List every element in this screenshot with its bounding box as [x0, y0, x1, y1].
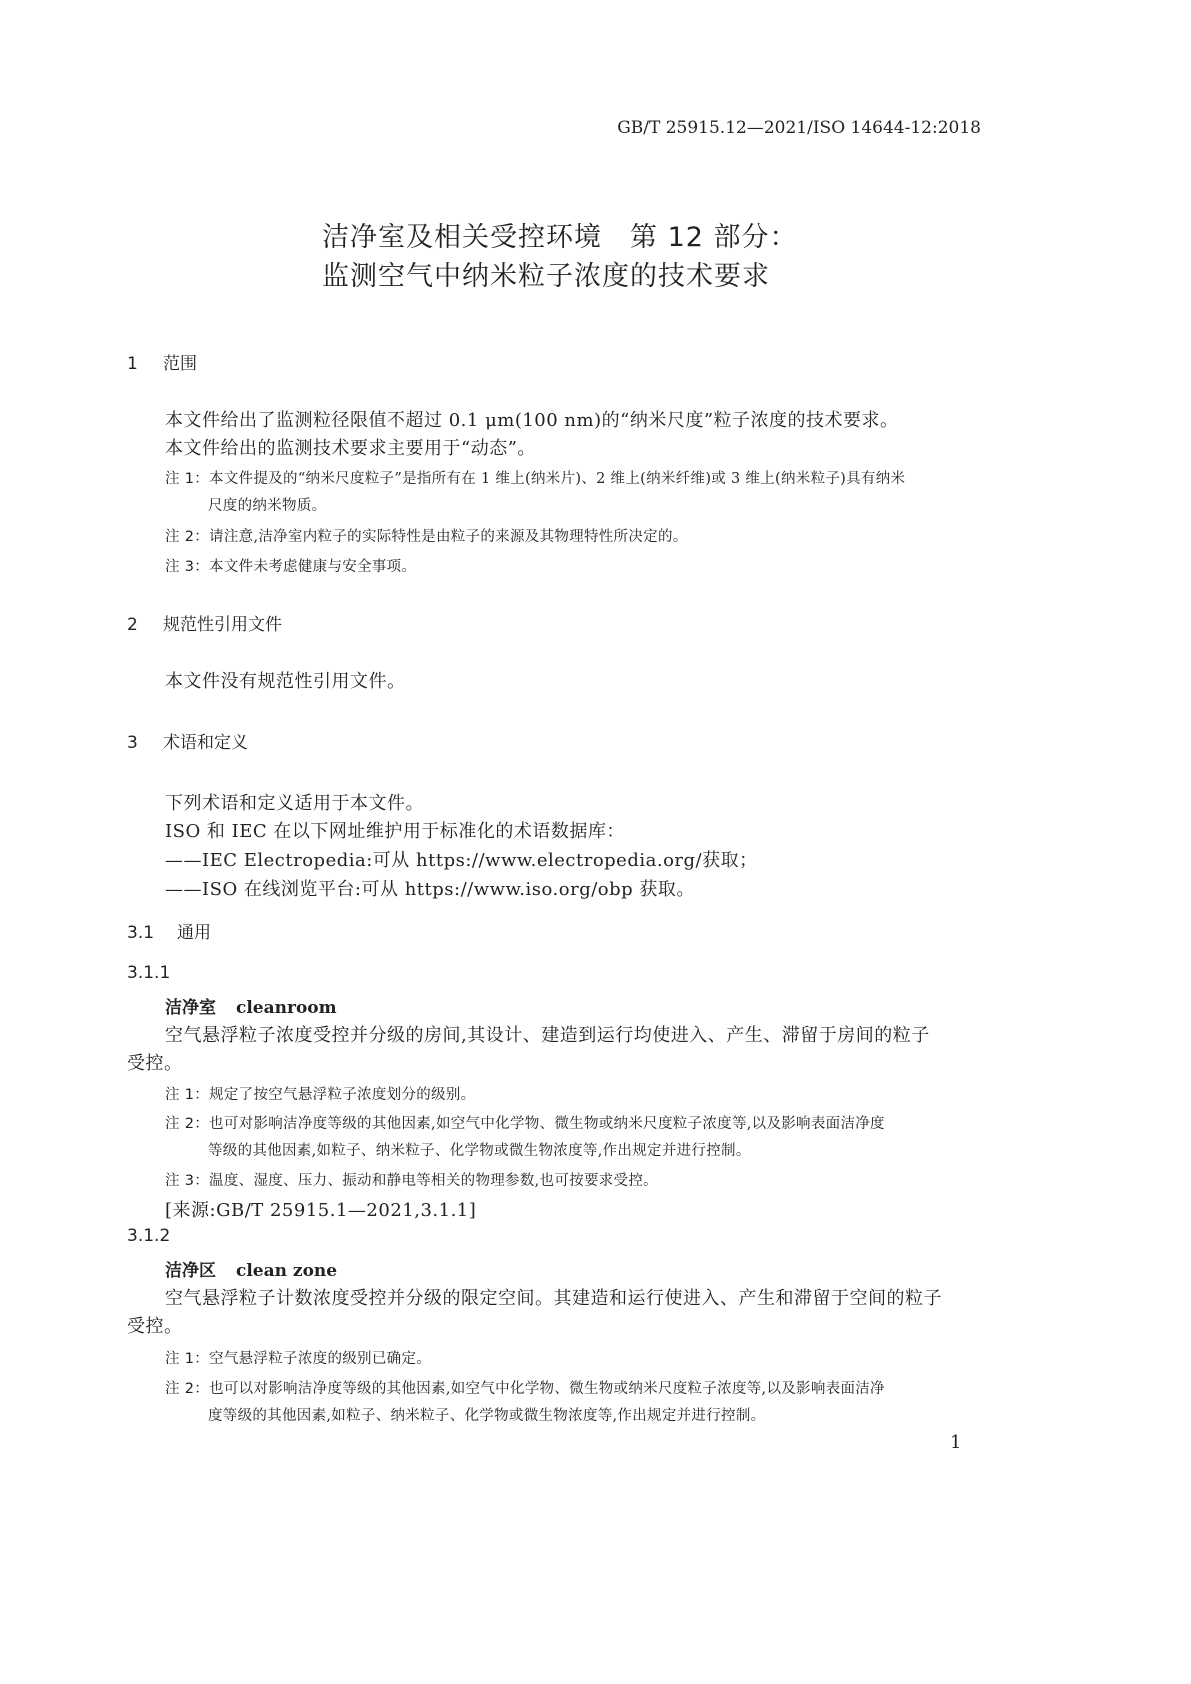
section-2-heading	[127, 610, 282, 635]
paragraph: ISO 和 IEC 在以下网址维护用于标准化的术语数据库：	[165, 821, 625, 842]
section-number: 3.1	[127, 923, 155, 943]
note	[165, 1083, 475, 1104]
note-label: 注 3：	[165, 1173, 210, 1189]
note	[165, 1112, 885, 1133]
section-title: 规范性引用文件	[163, 615, 282, 635]
subsection-3-1-heading	[127, 918, 211, 943]
section-number: 2	[127, 615, 138, 635]
standard-number-header: GB/T 25915.12—2021/ISO 14644-12:2018	[617, 118, 981, 138]
paragraph: 下列术语和定义适用于本文件。	[165, 793, 424, 814]
note-label: 注 1：	[165, 471, 210, 487]
note-text: 空气悬浮粒子浓度的级别已确定。	[209, 1351, 432, 1367]
note-label: 注 1：	[165, 1351, 210, 1367]
list-item: ——IEC Electropedia:可从 https://www.electropedia.org/获取；	[165, 850, 758, 871]
list-item: ——ISO 在线浏览平台:可从 https://www.iso.org/obp 获取。	[165, 879, 695, 900]
note-text: 请注意,洁净室内粒子的实际特性是由粒子的来源及其物理特性所决定的。	[209, 529, 688, 545]
note	[165, 525, 688, 546]
note-label: 注 2：	[165, 529, 210, 545]
note	[165, 1377, 885, 1398]
note	[165, 555, 416, 576]
term-heading	[165, 1256, 337, 1281]
section-title: 范围	[163, 354, 197, 374]
page-number: 1	[950, 1432, 962, 1453]
note	[165, 1347, 431, 1368]
section-number: 1	[127, 354, 138, 374]
note-continuation: 尺度的纳米物质。	[208, 498, 327, 514]
title-line-2: 监测空气中纳米粒子浓度的技术要求	[322, 261, 770, 292]
term-heading	[165, 993, 337, 1018]
note	[165, 467, 905, 488]
note-text: 温度、湿度、压力、振动和静电等相关的物理参数,也可按要求受控。	[209, 1173, 658, 1189]
title-line-1: 洁净室及相关受控环境 第 12 部分：	[322, 222, 798, 253]
note-text: 也可以对影响洁净度等级的其他因素,如空气中化学物、微生物或纳米尺度粒子浓度等,以及影响表面洁净	[209, 1381, 885, 1397]
section-1-heading	[127, 349, 197, 374]
note-label: 注 3：	[165, 559, 210, 575]
note-continuation: 度等级的其他因素,如粒子、纳米粒子、化学物或微生物浓度等,作出规定并进行控制。	[208, 1408, 766, 1424]
note-text: 本文件提及的“纳米尺度粒子”是指所有在 1 维上(纳米片)、2 维上(纳米纤维)或 3 维上(纳米粒子)具有纳米	[209, 471, 906, 487]
definition-continuation: 受控。	[127, 1316, 183, 1337]
note	[165, 1169, 658, 1190]
section-3-heading	[127, 728, 248, 753]
note-label: 注 2：	[165, 1381, 210, 1397]
note-label: 注 2：	[165, 1116, 210, 1132]
definition-continuation: 受控。	[127, 1053, 183, 1074]
term-number: 3.1.1	[127, 963, 171, 983]
note-text: 也可对影响洁净度等级的其他因素,如空气中化学物、微生物或纳米尺度粒子浓度等,以及影响表面洁净度	[209, 1116, 885, 1132]
paragraph: 本文件给出的监测技术要求主要用于“动态”。	[165, 438, 536, 459]
note-text: 本文件未考虑健康与安全事项。	[209, 559, 417, 575]
definition: 空气悬浮粒子计数浓度受控并分级的限定空间。其建造和运行使进入、产生和滞留于空间的粒子	[165, 1288, 942, 1309]
paragraph: 本文件给出了监测粒径限值不超过 0.1 μm(100 nm)的“纳米尺度”粒子浓度的技术要求。	[165, 410, 899, 431]
note-continuation: 等级的其他因素,如粒子、纳米粒子、化学物或微生物浓度等,作出规定并进行控制。	[208, 1143, 751, 1159]
note-label: 注 1：	[165, 1087, 210, 1103]
definition: 空气悬浮粒子浓度受控并分级的房间,其设计、建造到运行均使进入、产生、滞留于房间的粒子	[165, 1025, 930, 1046]
note-text: 规定了按空气悬浮粒子浓度划分的级别。	[209, 1087, 476, 1103]
term-zh: 洁净室	[165, 998, 216, 1018]
term-number: 3.1.2	[127, 1226, 171, 1246]
section-number: 3	[127, 733, 138, 753]
section-title: 术语和定义	[163, 733, 248, 753]
term-zh: 洁净区	[165, 1261, 216, 1281]
term-en: clean zone	[236, 1261, 338, 1281]
paragraph: 本文件没有规范性引用文件。	[165, 671, 406, 692]
section-title: 通用	[177, 923, 211, 943]
term-en: cleanroom	[236, 998, 337, 1018]
source-citation: [来源:GB/T 25915.1—2021,3.1.1]	[165, 1200, 477, 1221]
